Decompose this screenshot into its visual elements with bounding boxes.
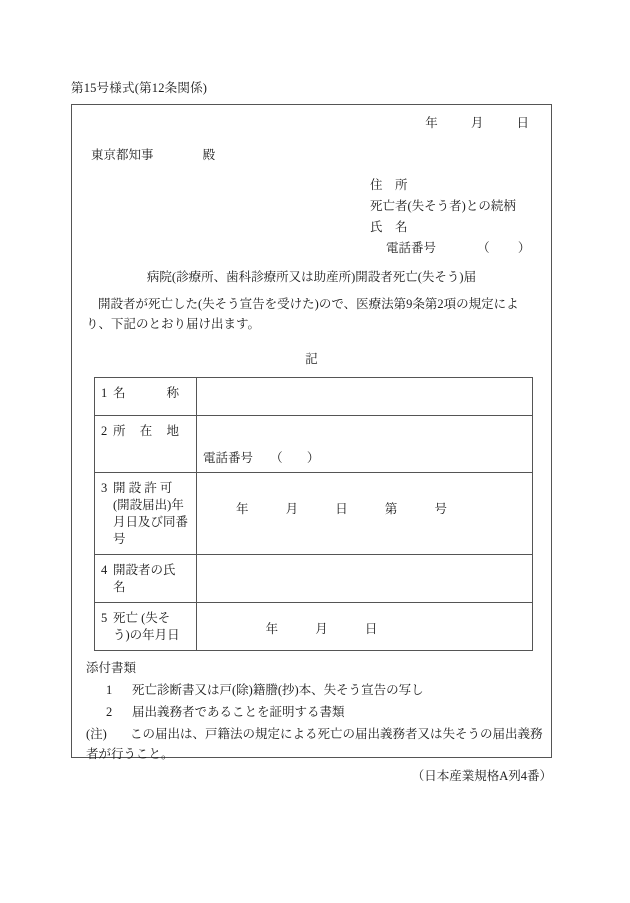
row-label-founder-name [95, 555, 197, 603]
row-value-name[interactable] [197, 378, 533, 416]
document-title: 病院(診療所、歯科診療所又は助産所)開設者死亡(失そう)届 [146, 270, 477, 284]
death-day-label: 日 [364, 622, 378, 636]
date-month-label: 月 [470, 116, 484, 130]
row-label-text-3: 開 設 許 可 [113, 481, 173, 495]
row-value-death-date[interactable] [197, 603, 533, 651]
attachments-section [86, 657, 424, 723]
permit-number-label: 第 [384, 502, 398, 516]
row-number-1: 1 [101, 386, 108, 400]
row-value-permit[interactable] [197, 473, 533, 555]
table-row [95, 473, 533, 555]
addressee-line [91, 145, 215, 163]
row-label-text-5: 死亡 (失そ [113, 611, 171, 625]
submitter-block [370, 175, 530, 259]
row-label-text-4: 開設者の氏 [113, 563, 176, 577]
death-date-line [197, 619, 532, 637]
row-number-2: 2 [101, 424, 108, 438]
table-row [95, 603, 533, 651]
table-row [95, 378, 533, 416]
permit-number-suffix: 号 [434, 502, 448, 516]
date-year-label: 年 [425, 116, 438, 130]
row-number-3: 3 [101, 481, 108, 495]
submitter-name-label: 氏 名 [370, 220, 408, 234]
attachments-heading: 添付書類 [86, 661, 137, 675]
row-value-location[interactable] [197, 416, 533, 473]
attachment-item-1 [86, 679, 424, 701]
row-number-5: 5 [101, 611, 108, 625]
form-outer-frame [71, 104, 552, 761]
permit-date-line [197, 499, 532, 517]
form-entry-table [94, 377, 533, 651]
attachment-item-2 [86, 701, 424, 723]
table-row [95, 555, 533, 603]
attachment-number-1: 1 [106, 683, 113, 697]
paper-size-note: （日本産業規格A列4番） [411, 769, 552, 783]
attachment-text-1: 死亡診断書又は戸(除)籍謄(抄)本、失そう宣告の写し [132, 683, 424, 697]
date-day-label: 日 [516, 116, 529, 130]
row-label-permit [95, 473, 197, 555]
row-number-4: 4 [101, 563, 108, 577]
note-section [86, 725, 544, 764]
row-label-text-2: 所 在 地 [113, 424, 179, 438]
facility-phone-paren-open: （ [270, 451, 283, 465]
submitter-relationship-label: 死亡者(失そう者)との続柄 [370, 199, 516, 213]
facility-phone-paren-close: ） [306, 451, 320, 465]
row-label-text-5b: う)の年月日 [113, 628, 180, 642]
facility-phone-row [203, 448, 319, 466]
death-year-label: 年 [265, 622, 279, 636]
permit-day-label: 日 [335, 502, 348, 516]
addressee-honorific: 殿 [202, 148, 216, 162]
row-label-location [95, 416, 197, 473]
submitter-phone-row [370, 238, 530, 259]
row-label-text-1: 名 称 [113, 386, 179, 400]
ki-marker: 記 [305, 352, 318, 366]
submitter-phone-label: 電話番号 [386, 241, 437, 255]
permit-year-label: 年 [235, 502, 249, 516]
attachment-number-2: 2 [106, 705, 113, 719]
submitter-phone-paren-close: ） [517, 241, 531, 255]
body-paragraph: 開設者が死亡した(失そう宣告を受けた)ので、医療法第9条第2項の規定により、下記のとおり届け出ます。 [86, 297, 519, 331]
row-label-name [95, 378, 197, 416]
permit-month-label: 月 [285, 502, 299, 516]
facility-phone-label: 電話番号 [203, 451, 254, 465]
row-label-text-4b: 名 [113, 580, 126, 594]
row-label-text-3b: (開設届出)年月日及び同番号 [113, 498, 189, 546]
row-value-founder-name[interactable] [197, 555, 533, 603]
table-row [95, 416, 533, 473]
row-label-death-date [95, 603, 197, 651]
submitter-address-label: 住 所 [370, 178, 408, 192]
submitter-phone-paren-open: （ [477, 241, 490, 255]
attachment-text-2: 届出義務者であることを証明する書類 [132, 705, 345, 719]
note-text: この届出は、戸籍法の規定による死亡の届出義務者又は失そうの届出義務者が行うこと。 [86, 727, 543, 761]
addressee-name: 東京都知事 [91, 148, 154, 162]
submission-date-line [72, 113, 551, 131]
form-number-heading: 第15号様式(第12条関係) [71, 81, 208, 95]
death-month-label: 月 [315, 622, 328, 636]
note-mark: (注) [86, 727, 107, 741]
